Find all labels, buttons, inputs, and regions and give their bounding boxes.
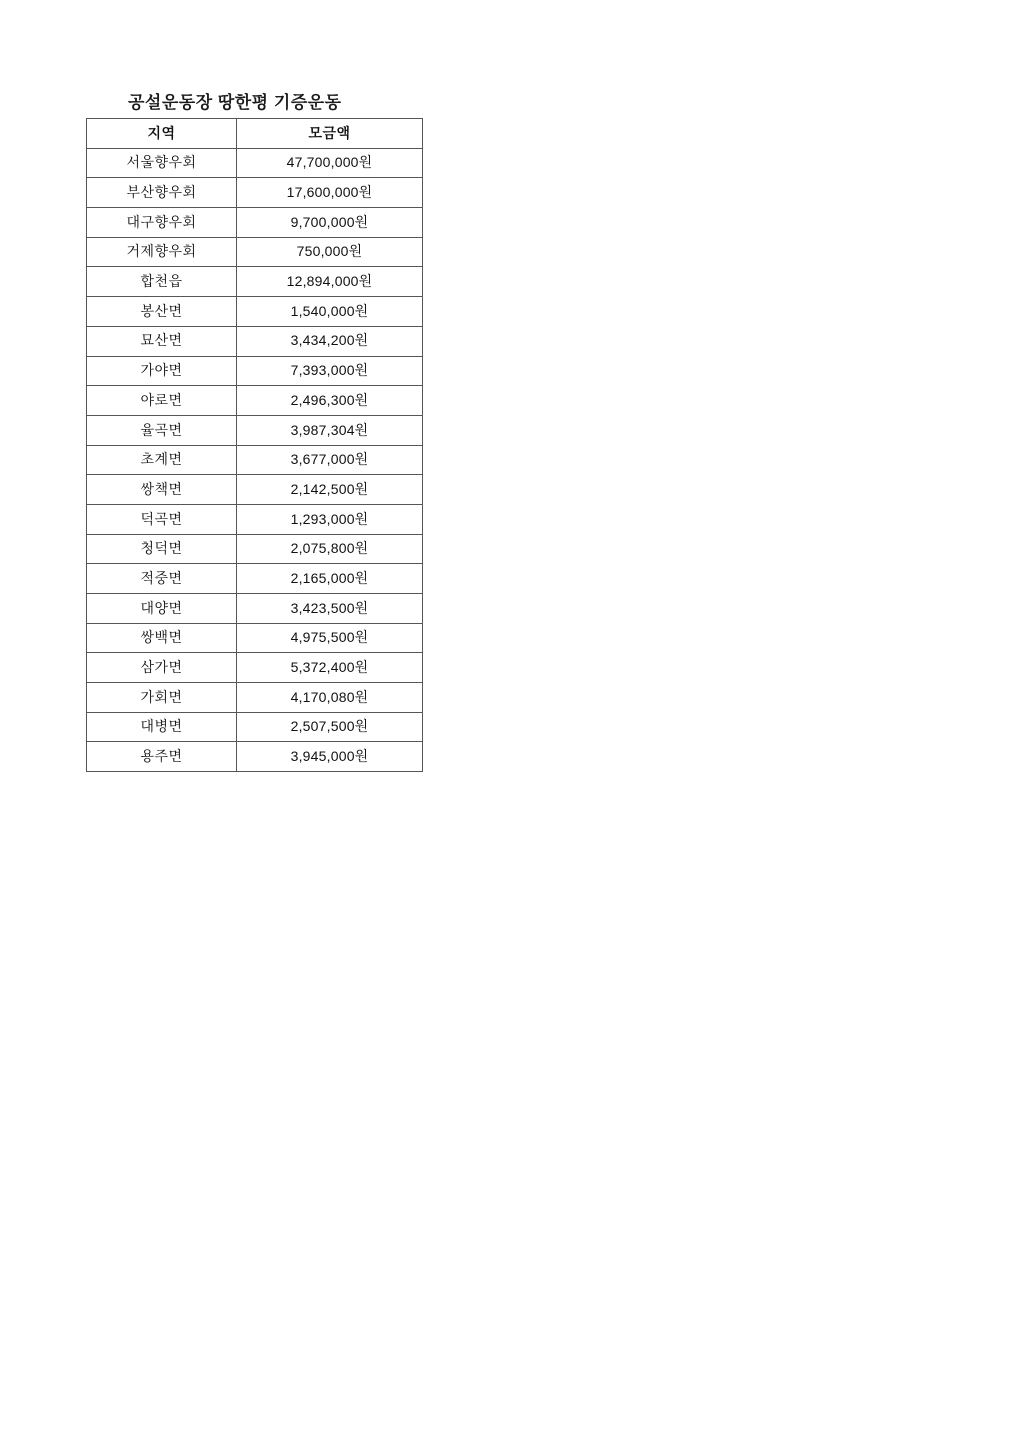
cell-region: 용주면 (87, 742, 237, 772)
table-row (87, 504, 423, 534)
cell-amount: 2,496,300원 (237, 386, 423, 416)
cell-region: 야로면 (87, 386, 237, 416)
column-header-region: 지역 (87, 119, 237, 149)
table-row (87, 445, 423, 475)
table-row (87, 534, 423, 564)
cell-amount: 12,894,000원 (237, 267, 423, 297)
cell-amount: 7,393,000원 (237, 356, 423, 386)
cell-amount: 1,540,000원 (237, 297, 423, 327)
cell-region: 대양면 (87, 594, 237, 624)
table-row (87, 742, 423, 772)
cell-amount: 5,372,400원 (237, 653, 423, 683)
donation-table-container (86, 118, 422, 772)
cell-amount: 1,293,000원 (237, 504, 423, 534)
cell-region: 적중면 (87, 564, 237, 594)
table-row (87, 267, 423, 297)
table-header-row (87, 119, 423, 149)
cell-amount: 2,075,800원 (237, 534, 423, 564)
table-row (87, 386, 423, 416)
cell-amount: 2,165,000원 (237, 564, 423, 594)
table-row (87, 356, 423, 386)
cell-region: 초계면 (87, 445, 237, 475)
cell-amount: 4,975,500원 (237, 623, 423, 653)
cell-amount: 3,423,500원 (237, 594, 423, 624)
column-header-amount: 모금액 (237, 119, 423, 149)
cell-region: 덕곡면 (87, 504, 237, 534)
table-row (87, 415, 423, 445)
cell-region: 합천읍 (87, 267, 237, 297)
page-title: 공설운동장 땅한평 기증운동 (128, 93, 342, 112)
table-row (87, 623, 423, 653)
cell-amount: 3,945,000원 (237, 742, 423, 772)
table-row (87, 148, 423, 178)
cell-region: 대병면 (87, 712, 237, 742)
donation-table (86, 118, 423, 772)
cell-region: 거제향우회 (87, 237, 237, 267)
table-row (87, 237, 423, 267)
table-body (87, 148, 423, 771)
table-row (87, 594, 423, 624)
cell-amount: 2,507,500원 (237, 712, 423, 742)
cell-region: 가야면 (87, 356, 237, 386)
cell-region: 가회면 (87, 683, 237, 713)
cell-region: 청덕면 (87, 534, 237, 564)
table-row (87, 564, 423, 594)
table-header (87, 119, 423, 149)
cell-amount: 17,600,000원 (237, 178, 423, 208)
table-row (87, 653, 423, 683)
cell-region: 쌍책면 (87, 475, 237, 505)
table-row (87, 297, 423, 327)
cell-amount: 47,700,000원 (237, 148, 423, 178)
cell-amount: 750,000원 (237, 237, 423, 267)
table-row (87, 683, 423, 713)
table-row (87, 208, 423, 238)
cell-region: 봉산면 (87, 297, 237, 327)
cell-amount: 3,987,304원 (237, 415, 423, 445)
table-row (87, 712, 423, 742)
cell-region: 율곡면 (87, 415, 237, 445)
cell-amount: 3,677,000원 (237, 445, 423, 475)
table-row (87, 475, 423, 505)
table-row (87, 326, 423, 356)
table-row (87, 178, 423, 208)
cell-region: 대구향우회 (87, 208, 237, 238)
cell-amount: 2,142,500원 (237, 475, 423, 505)
cell-region: 부산향우회 (87, 178, 237, 208)
cell-region: 서울향우회 (87, 148, 237, 178)
cell-amount: 3,434,200원 (237, 326, 423, 356)
cell-region: 쌍백면 (87, 623, 237, 653)
cell-region: 삼가면 (87, 653, 237, 683)
cell-amount: 4,170,080원 (237, 683, 423, 713)
cell-amount: 9,700,000원 (237, 208, 423, 238)
cell-region: 묘산면 (87, 326, 237, 356)
